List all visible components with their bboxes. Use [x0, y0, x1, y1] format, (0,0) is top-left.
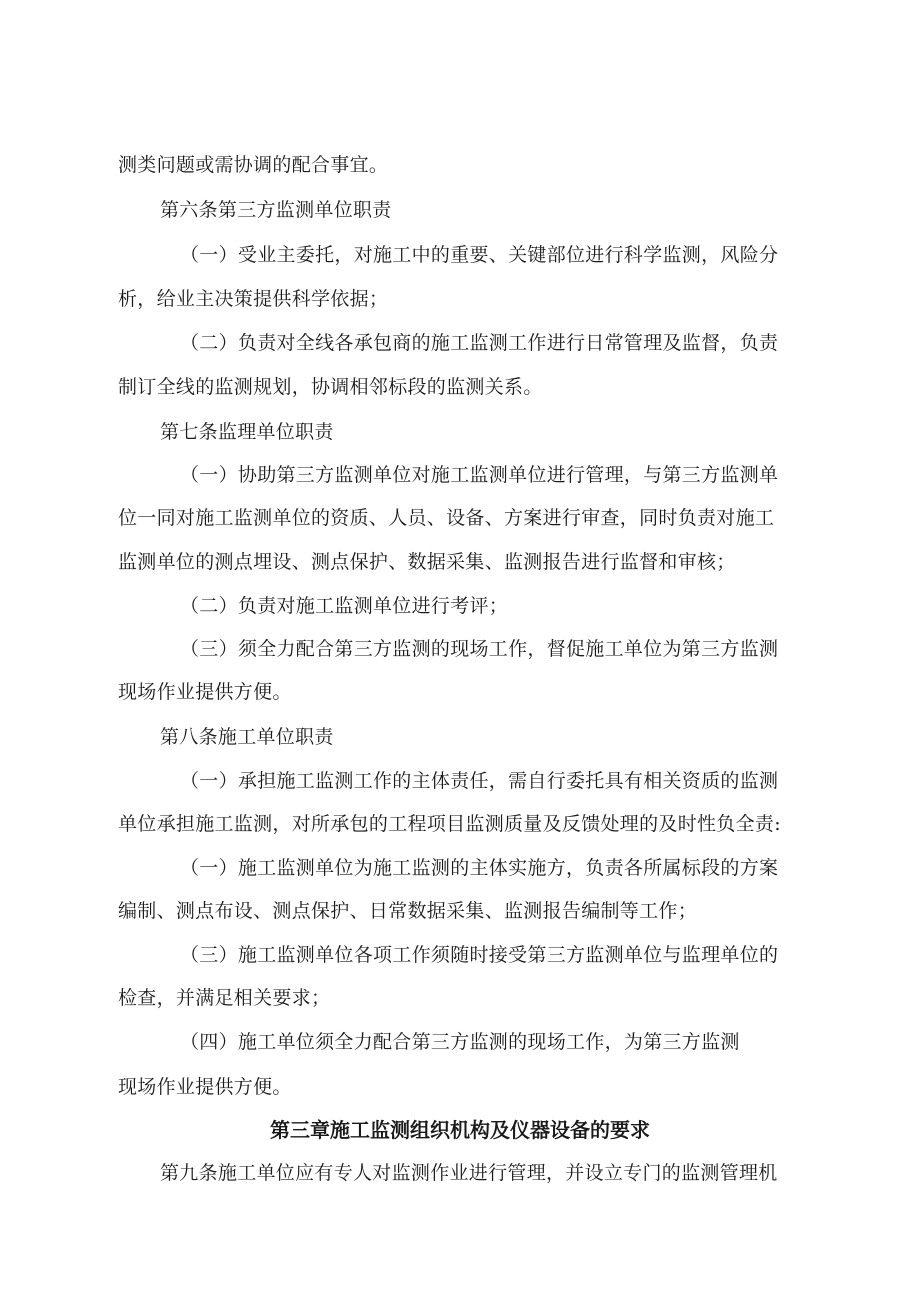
paragraph-line: 制订全线的监测规划，协调相邻标段的监测关系。 — [118, 376, 543, 398]
paragraph-line: （二）负责对全线各承包商的施工监测工作进行日常管理及监督，负责 — [180, 332, 779, 354]
paragraph-line: （四）施工单位须全力配合第三方监测的现场工作，为第三方监测 — [180, 1031, 740, 1053]
article-9-line: 第九条施工单位应有专人对监测作业进行管理，并设立专门的监测管理机 — [160, 1162, 778, 1184]
paragraph-line: 编制、测点布设、测点保护、日常数据采集、监测报告编制等工作； — [118, 900, 698, 922]
paragraph-line: 析，给业主决策提供科学依据； — [118, 288, 389, 310]
paragraph-line: 位一同对施工监测单位的资质、人员、设备、方案进行审查，同时负责对施工 — [118, 507, 775, 529]
paragraph-line: 测类问题或需协调的配合事宜。 — [118, 154, 389, 176]
paragraph-line: 现场作业提供方便。 — [118, 681, 292, 703]
chapter-heading: 第三章施工监测组织机构及仪器设备的要求 — [270, 1118, 650, 1142]
paragraph-line: 检查，并满足相关要求； — [118, 987, 331, 1009]
paragraph-line: （一）协助第三方监测单位对施工监测单位进行管理，与第三方监测单 — [180, 464, 779, 486]
paragraph-line: （二）负责对施工监测单位进行考评； — [180, 595, 509, 617]
paragraph-line: 现场作业提供方便。 — [118, 1076, 292, 1098]
article-8-title: 第八条施工单位职责 — [160, 726, 334, 748]
paragraph-line: （三）须全力配合第三方监测的现场工作，督促施工单位为第三方监测 — [180, 638, 779, 660]
paragraph-line: （一）承担施工监测工作的主体责任，需自行委托具有相关资质的监测 — [180, 770, 779, 792]
paragraph-line: （一）施工监测单位为施工监测的主体实施方，负责各所属标段的方案 — [180, 857, 779, 879]
paragraph-line: （一）受业主委托，对施工中的重要、关键部位进行科学监测，风险分 — [180, 244, 779, 266]
article-7-title: 第七条监理单位职责 — [160, 421, 334, 443]
paragraph-line: 监测单位的测点埋设、测点保护、数据采集、监测报告进行监督和审核； — [118, 551, 736, 573]
paragraph-line: 单位承担施工监测，对所承包的工程项目监测质量及反馈处理的及时性负全责: — [118, 813, 781, 835]
article-6-title: 第六条第三方监测单位职责 — [160, 199, 392, 221]
paragraph-line: （三）施工监测单位各项工作须随时接受第三方监测单位与监理单位的 — [180, 944, 779, 966]
